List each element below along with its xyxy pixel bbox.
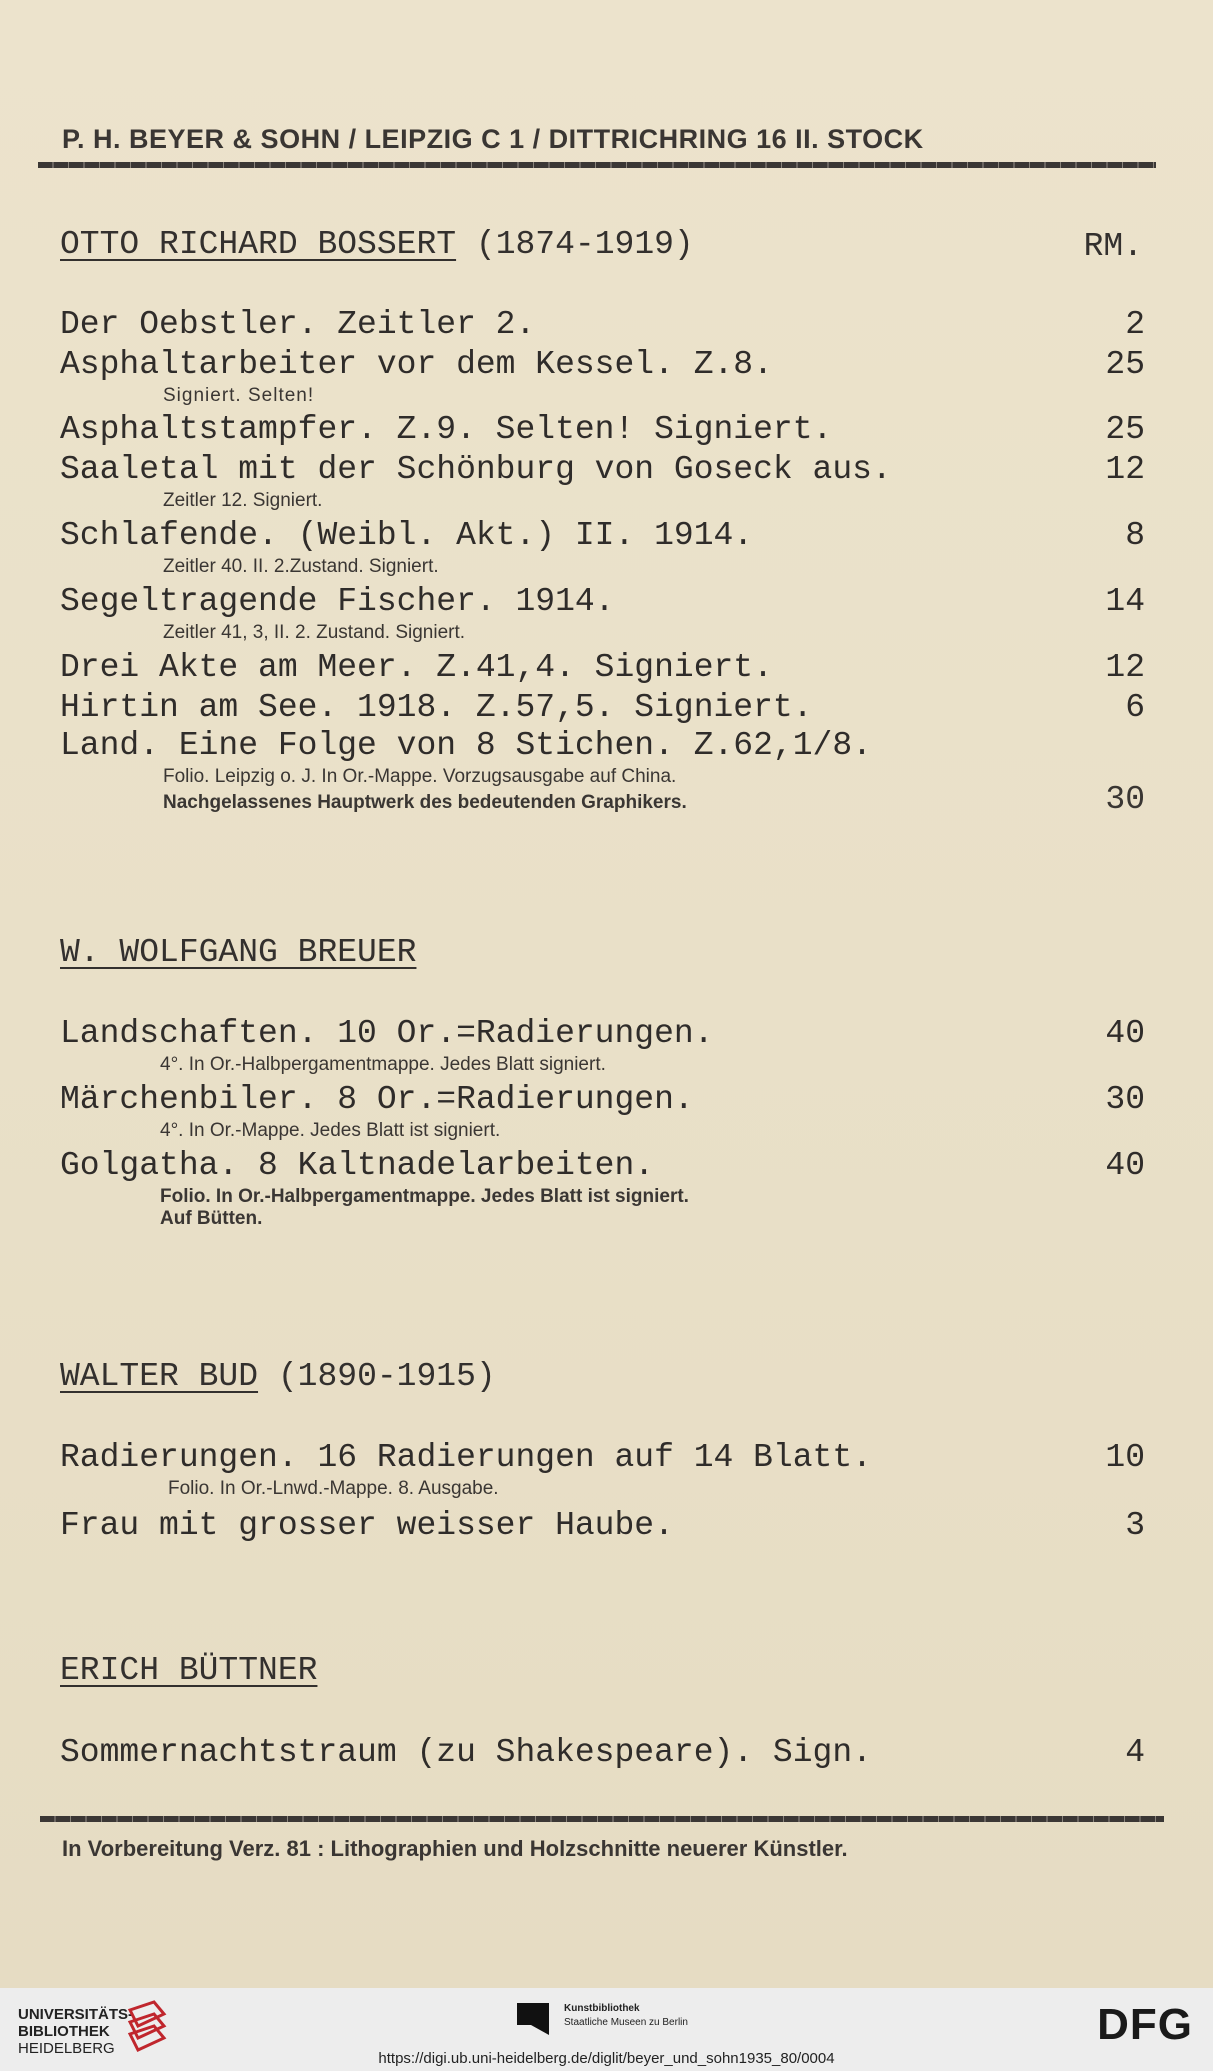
entry-note: Zeitler 41, 3, II. 2. Zustand. Signiert. <box>163 622 466 643</box>
catalog-entry <box>60 1506 1145 1546</box>
entry-note: 4°. In Or.-Halbpergamentmappe. Jedes Blatt signiert. <box>160 1054 606 1075</box>
catalog-entry <box>60 516 1145 578</box>
entry-price: 25 <box>1105 411 1145 448</box>
footer-note: In Vorbereitung Verz. 81 : Lithographien und Holzschnitte neuerer Künstler. <box>62 1836 848 1861</box>
entry-title: Land. Eine Folge von 8 Stichen. Z.62,1/8. <box>60 727 872 764</box>
logo-text: Staatliche Museen zu Berlin <box>564 2017 688 2028</box>
currency-label: RM. <box>1083 228 1143 265</box>
header-rule <box>38 162 1156 168</box>
artist-name: WALTER BUD <box>60 1358 259 1395</box>
entry-note: Folio. In Or.-Halbpergamentmappe. Jedes Blatt ist signiert. <box>160 1186 689 1207</box>
entry-title: Landschaften. 10 Or.=Radierungen. <box>60 1015 714 1052</box>
entry-title: Schlafende. (Weibl. Akt.) II. 1914. <box>60 517 754 554</box>
entry-price: 25 <box>1105 346 1145 383</box>
entry-price: 6 <box>1125 689 1145 726</box>
entry-title: Asphaltstampfer. Z.9. Selten! Signiert. <box>60 411 833 448</box>
section-title-buettner <box>60 1652 317 1689</box>
entry-price: 14 <box>1105 583 1145 620</box>
entry-note: Zeitler 40. II. 2.Zustand. Signiert. <box>163 556 439 577</box>
catalog-entry <box>60 582 1145 644</box>
logo-text: HEIDELBERG <box>18 2040 115 2057</box>
catalog-entry <box>60 648 1145 688</box>
artist-years: (1890-1915) <box>277 1358 496 1395</box>
entry-price: 30 <box>1105 1081 1145 1118</box>
entry-note: Zeitler 12. Signiert. <box>163 490 323 511</box>
entry-note: Signiert. Selten! <box>163 385 315 406</box>
catalog-entry <box>60 1733 1145 1773</box>
kunstbibliothek-logo[interactable] <box>564 2002 688 2030</box>
kunstbibliothek-mark-icon <box>517 2003 549 2035</box>
entry-note: Folio. Leipzig o. J. In Or.-Mappe. Vorzugsausgabe auf China. <box>163 766 677 787</box>
entry-title: Märchenbiler. 8 Or.=Radierungen. <box>60 1081 694 1118</box>
catalog-entry <box>60 688 1145 728</box>
logo-text: UNIVERSITÄTS- <box>18 2006 134 2023</box>
entry-price: 3 <box>1125 1507 1145 1544</box>
catalog-entry <box>60 305 1145 345</box>
catalog-entry <box>60 1080 1145 1142</box>
artist-name: W. WOLFGANG BREUER <box>60 934 417 971</box>
catalog-entry <box>60 450 1145 512</box>
footer-rule <box>40 1816 1164 1822</box>
catalog-entry <box>60 726 1145 818</box>
artist-name: OTTO RICHARD BOSSERT <box>60 226 457 263</box>
entry-note: Auf Bütten. <box>160 1208 263 1229</box>
entry-price: 40 <box>1105 1015 1145 1052</box>
section-title-bud <box>60 1358 496 1395</box>
entry-title: Drei Akte am Meer. Z.41,4. Signiert. <box>60 649 773 686</box>
catalog-entry <box>60 1014 1145 1076</box>
entry-note: 4°. In Or.-Mappe. Jedes Blatt ist signiert. <box>160 1120 501 1141</box>
section-title-breuer <box>60 934 416 971</box>
entry-title: Saaletal mit der Schönburg von Goseck aus. <box>60 451 892 488</box>
letterhead: P. H. BEYER & SOHN / LEIPZIG C 1 / DITTRICHRING 16 II. STOCK <box>62 124 924 154</box>
entry-title: Radierungen. 16 Radierungen auf 14 Blatt. <box>60 1439 872 1476</box>
entry-title: Golgatha. 8 Kaltnadelarbeiten. <box>60 1147 655 1184</box>
entry-price: 12 <box>1105 451 1145 488</box>
viewer-footer-bar <box>0 1988 1213 2071</box>
entry-title: Hirtin am See. 1918. Z.57,5. Signiert. <box>60 689 813 726</box>
catalog-entry <box>60 345 1145 407</box>
source-url[interactable]: https://digi.ub.uni-heidelberg.de/diglit/beyer_und_sohn1935_80/0004 <box>378 2050 835 2067</box>
entry-price: 10 <box>1105 1439 1145 1476</box>
entry-price: 40 <box>1105 1147 1145 1184</box>
entry-price: 4 <box>1125 1734 1145 1771</box>
catalog-entry <box>60 1438 1145 1500</box>
entry-price: 30 <box>1105 781 1145 818</box>
logo-text: Kunstbibliothek <box>564 2003 640 2014</box>
entry-title: Der Oebstler. Zeitler 2. <box>60 306 536 343</box>
ub-heidelberg-mark-icon <box>124 2000 168 2056</box>
entry-price: 2 <box>1125 306 1145 343</box>
artist-years: (1874-1919) <box>475 226 694 263</box>
artist-name: ERICH BÜTTNER <box>60 1652 318 1689</box>
section-title-bossert <box>60 226 694 263</box>
catalog-entry <box>60 1146 1145 1230</box>
dfg-logo[interactable]: DFG <box>1097 2000 1193 2049</box>
entry-note: Nachgelassenes Hauptwerk des bedeutenden Graphikers. <box>163 792 687 813</box>
entry-price: 8 <box>1125 517 1145 554</box>
catalog-entry <box>60 410 1145 450</box>
entry-title: Sommernachtstraum (zu Shakespeare). Sign. <box>60 1734 872 1771</box>
entry-title: Frau mit grosser weisser Haube. <box>60 1507 674 1544</box>
entry-price: 12 <box>1105 649 1145 686</box>
entry-note: Folio. In Or.-Lnwd.-Mappe. 8. Ausgabe. <box>168 1478 499 1499</box>
entry-title: Segeltragende Fischer. 1914. <box>60 583 615 620</box>
logo-text: BIBLIOTHEK <box>18 2023 110 2040</box>
entry-title: Asphaltarbeiter vor dem Kessel. Z.8. <box>60 346 773 383</box>
